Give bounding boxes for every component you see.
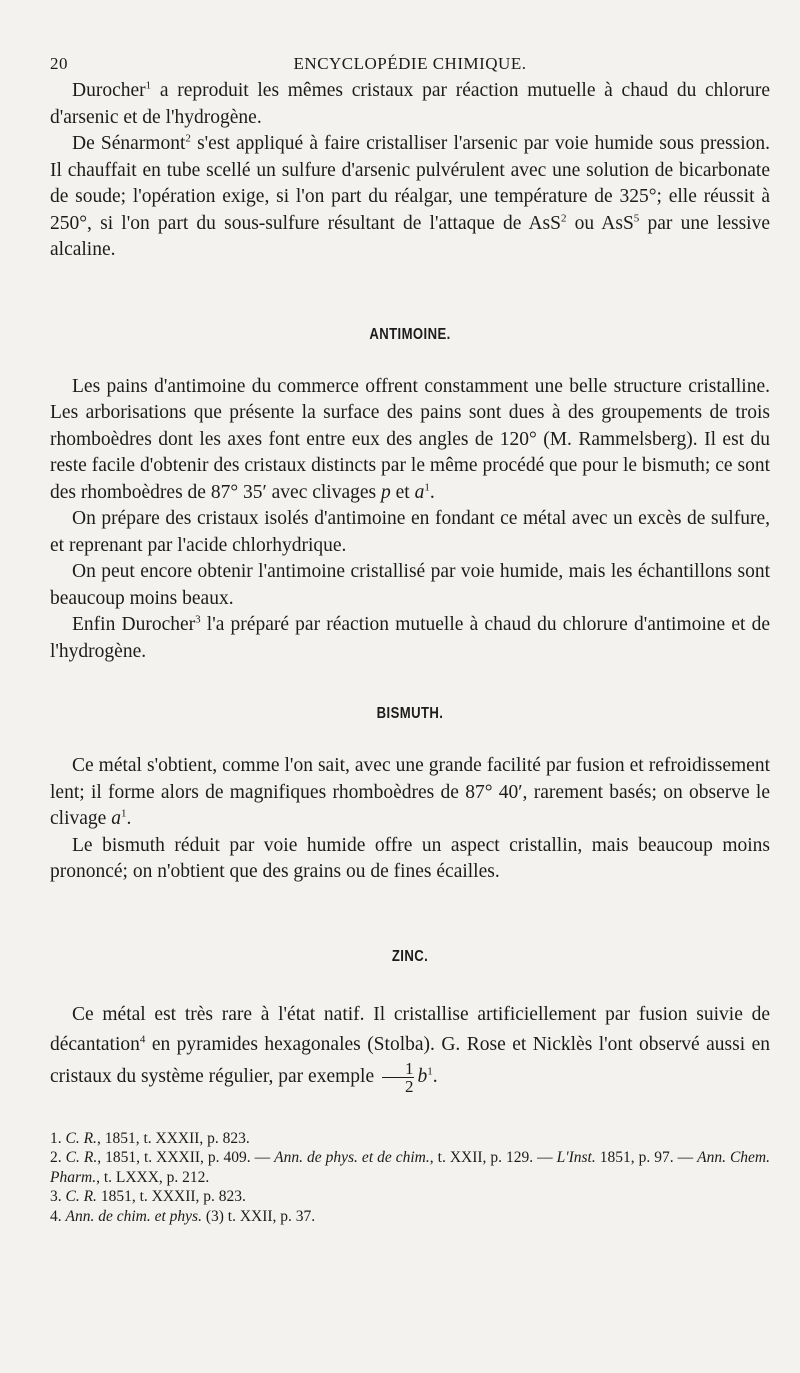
footnote-number: 3. — [50, 1188, 66, 1205]
superscript: 5 — [633, 212, 640, 224]
text-run: a reproduit les mêmes cristaux par réaction mutuelle à chaud du chlorure d'arsenic et de l'hydrogène. — [50, 80, 770, 128]
footnote-ref: 1 — [145, 79, 152, 92]
footnote-italic: Ann. de chim. et phys. — [65, 1207, 202, 1225]
footnote-italic: Ann. Chem. Pharm. — [50, 1149, 771, 1186]
italic-symbol: p — [381, 481, 391, 503]
footnotes — [50, 1129, 770, 1227]
italic-symbol: b — [417, 1065, 428, 1087]
text-run: l'a préparé par réaction mutuelle à chaud du chlorure d'antimoine et de l'hydrogène. — [50, 614, 770, 662]
paragraph-antimoine-voie-humide: On peut encore obtenir l'antimoine cristallisé par voie humide, mais les échantillons sont beaucoup moins beaux. — [50, 561, 770, 609]
footnote-2 — [50, 1148, 770, 1187]
footnote-ref: 4 — [139, 1033, 146, 1045]
superscript: 2 — [560, 212, 567, 224]
paragraph-bismuth-voie-humide: Le bismuth réduit par voie humide offre un aspect cristallin, mais beaucoup moins prononcé; on n'obtient que des grains ou de fines écailles. — [50, 834, 770, 882]
footnote-text: (3) t. XXII, p. 37. — [201, 1207, 316, 1225]
footnote-text: 1851, p. 97. — — [595, 1149, 698, 1166]
paragraph-antimoine-sulfure: On prépare des cristaux isolés d'antimoine en fondant ce métal avec un excès de sulfure, et reprenant par l'acide chlorhydrique. — [50, 508, 770, 556]
fraction-denominator: 2 — [404, 1076, 414, 1096]
footnote-text: , t. LXXX, p. 212. — [96, 1168, 210, 1186]
section-title-antimoine: ANTIMOINE. — [369, 325, 451, 343]
footnote-ref: 2 — [185, 132, 191, 145]
footnote-italic: L'Inst. — [556, 1149, 596, 1166]
footnote-ref: 3 — [195, 613, 201, 626]
footnote-number: 1. — [50, 1129, 66, 1147]
section-bismuth — [50, 753, 770, 886]
text-run: en pyramides hexagonales (Stolba). G. Rose et Nicklès l'ont observé aussi en cristaux du système régulier, par exemple — [50, 1033, 770, 1087]
text-run: Enfin Durocher — [72, 614, 196, 635]
running-title: ENCYCLOPÉDIE CHIMIQUE. — [293, 54, 527, 73]
page-number: 20 — [50, 54, 68, 73]
text-run: Ce métal s'obtient, comme l'on sait, avec une grande facilité par fusion et refroidissement lent; il forme alors de magnifiques rhomboèdres de 87° 40′, rarement basés; on observe le clivage — [50, 755, 770, 829]
intro-section — [50, 78, 770, 264]
running-head — [50, 46, 770, 76]
superscript: 1 — [424, 481, 430, 493]
italic-symbol: a — [414, 481, 425, 503]
text-run: s'est appliqué à faire cristalliser l'arsenic par voie humide sous pression. Il chauffait en tube scellé un sulfure d'arsenic pulvérulent avec une solution de bicarbonate de soude; l'opération exige, si l'on part du réalgar, une température de 325°; elle réussit à 250°, si l'on part du sous-sulfure résultant de l'attaque de AsS — [50, 133, 770, 234]
text-run: Durocher — [72, 80, 146, 101]
footnote-1 — [50, 1129, 770, 1149]
footnote-number: 4. — [50, 1207, 66, 1225]
fraction — [382, 1060, 415, 1095]
footnote-text: , 1851, t. XXXII, p. 823. — [96, 1129, 250, 1147]
footnote-text: 1851, t. XXXII, p. 823. — [96, 1188, 246, 1205]
paragraph-zinc — [50, 1000, 770, 1095]
text-run: Ce métal est très rare à l'état natif. Il cristallise artificiellement par fusion suivie de décantation — [50, 1003, 770, 1055]
text-run: . — [126, 808, 132, 829]
italic-symbol: a — [111, 808, 121, 829]
paragraph-durocher-arsenic — [50, 78, 770, 131]
text-run: Les pains d'antimoine du commerce offrent constamment une belle structure cristalline. Les arborisations que présente la surface des pains sont dues à des groupements de trois rhomboèdres dont les axes font entre eux des angles de 120° (M. Rammelsberg). Il est du reste facile d'obtenir des cristaux distincts par le même procédé que pour le bismuth; ce sont des rhomboèdres de 87° 35′ avec clivages — [50, 375, 770, 503]
text-run: . — [432, 1065, 438, 1087]
footnote-4 — [50, 1207, 770, 1227]
text-run: et — [390, 481, 415, 503]
text-run: . — [429, 481, 435, 503]
superscript: 1 — [120, 807, 127, 820]
paragraph-senarmont — [50, 131, 770, 264]
footnote-italic: C. R. — [65, 1149, 98, 1166]
section-antimoine — [50, 374, 770, 666]
text-run: De Sénarmont — [72, 133, 186, 154]
text-run: ou AsS — [566, 212, 634, 234]
footnote-text: , 1851, t. XXXII, p. 409. — — [97, 1149, 275, 1166]
paragraph-bismuth-fusion — [50, 753, 770, 833]
footnote-italic: C. R. — [65, 1129, 97, 1147]
paragraph-antimoine-durocher — [50, 612, 770, 665]
section-title-zinc: ZINC. — [391, 947, 429, 965]
footnote-italic: Ann. de phys. et de chim. — [274, 1149, 430, 1166]
text-run: par une lessive alcaline. — [50, 212, 770, 260]
superscript: 1 — [427, 1064, 433, 1077]
section-zinc — [50, 1000, 770, 1095]
footnote-number: 2. — [50, 1149, 66, 1166]
footnote-italic: C. R. — [65, 1188, 97, 1205]
footnote-text: , t. XXII, p. 129. — — [429, 1149, 557, 1166]
fraction-numerator: 1 — [382, 1060, 415, 1078]
paragraph-antimoine-structure — [50, 374, 770, 507]
footnote-3 — [50, 1187, 770, 1207]
section-title-bismuth: BISMUTH. — [376, 705, 444, 722]
